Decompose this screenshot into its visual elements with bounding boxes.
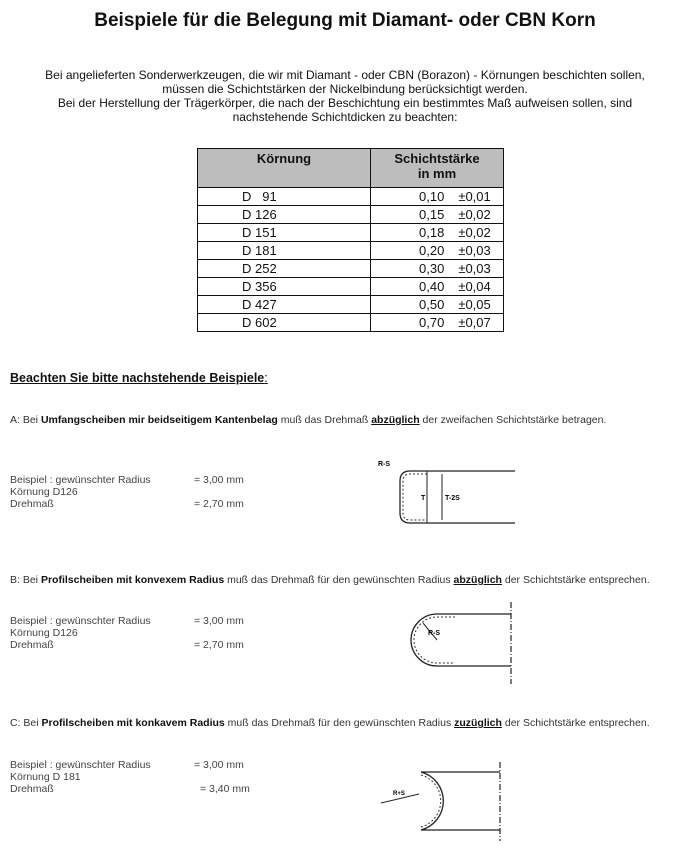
example-label: Drehmaß xyxy=(10,498,54,510)
table-row xyxy=(198,224,504,242)
thickness-cell xyxy=(371,260,504,278)
example-value: = 3,00 mm xyxy=(194,615,244,627)
section-b-bold: Profilscheiben mit konvexem Radius xyxy=(40,574,225,586)
figure-a-label-t2s: T-2S xyxy=(445,495,460,502)
grain-cell: D 356 xyxy=(198,278,371,296)
examples-heading-text: Beachten Sie bitte nachstehende Beispiele xyxy=(10,371,265,385)
figure-a-circumferential-wheel xyxy=(370,455,530,535)
intro-line: Bei angelieferten Sonderwerkzeugen, die wir mit Diamant - oder CBN (Borazon) - Körnungen beschichten sollen, xyxy=(45,68,645,82)
section-c-underline: zuzüglich xyxy=(454,717,502,729)
figure-b-convex-profile xyxy=(395,598,525,686)
grain-cell: D 427 xyxy=(198,296,371,314)
intro-text xyxy=(4,68,686,124)
section-b-underline: abzüglich xyxy=(453,574,502,586)
figure-b-outline xyxy=(411,614,511,666)
section-b-example xyxy=(10,615,244,651)
table-header-row xyxy=(198,149,504,188)
grain-cell: D 252 xyxy=(198,260,371,278)
section-c-example xyxy=(10,759,250,795)
examples-heading-colon: : xyxy=(264,371,268,385)
grain-cell: D 126 xyxy=(198,206,371,224)
example-row xyxy=(10,759,244,771)
example-value: = 2,70 mm xyxy=(194,639,244,651)
thickness-value: 0,30 xyxy=(419,261,445,276)
example-label: Körnung D126 xyxy=(10,486,78,498)
col-header-thickness xyxy=(371,149,504,188)
example-row xyxy=(10,771,151,783)
examples-heading xyxy=(10,371,268,385)
example-label: Beispiel : gewünschter Radius xyxy=(10,474,151,486)
table-row xyxy=(198,206,504,224)
grain-cell: D 602 xyxy=(198,314,371,332)
thickness-tolerance: ±0,02 xyxy=(458,225,491,240)
section-a-example xyxy=(10,474,244,510)
thickness-cell xyxy=(371,206,504,224)
intro-line: Bei der Herstellung der Trägerkörper, die nach der Beschichtung ein bestimmtes Maß aufweisen sollen, sind xyxy=(57,96,633,110)
thickness-value: 0,20 xyxy=(419,243,445,258)
section-a-part3: der zweifachen Schichtstärke betragen. xyxy=(419,414,607,426)
intro-line: nachstehende Schichtdicken zu beachten: xyxy=(232,110,458,124)
example-label: Drehmaß xyxy=(10,783,54,795)
figure-b-label-r: R-S xyxy=(428,630,441,637)
section-c-text xyxy=(10,717,686,729)
section-a-underline: abzüglich xyxy=(371,414,420,426)
table-row xyxy=(198,278,504,296)
example-row xyxy=(10,627,151,639)
section-b-part2: muß das Drehmaß für den gewünschten Radius xyxy=(224,574,454,586)
section-a-part2: muß das Drehmaß xyxy=(277,414,372,426)
thickness-value: 0,50 xyxy=(419,297,445,312)
thickness-value: 0,15 xyxy=(419,207,445,222)
thickness-tolerance: ±0,02 xyxy=(458,207,491,222)
page-title: Beispiele für die Belegung mit Diamant- oder CBN Korn xyxy=(94,10,596,31)
thickness-cell xyxy=(371,296,504,314)
figure-c-concave-profile xyxy=(375,758,510,843)
example-row xyxy=(10,498,244,510)
example-value: = 2,70 mm xyxy=(194,498,244,510)
example-row xyxy=(10,615,244,627)
figure-a-label-t: T xyxy=(421,495,426,502)
table-row xyxy=(198,242,504,260)
example-label: Beispiel : gewünschter Radius xyxy=(10,615,151,627)
section-b-text xyxy=(10,574,686,586)
thickness-tolerance: ±0,07 xyxy=(458,315,491,330)
thickness-tolerance: ±0,05 xyxy=(458,297,491,312)
thickness-cell xyxy=(371,242,504,260)
col-header-thickness-line2: in mm xyxy=(417,166,457,181)
intro-line: müssen die Schichtstärken der Nickelbindung berücksichtigt werden. xyxy=(162,82,528,96)
col-header-thickness-line1: Schichtstärke xyxy=(394,151,480,166)
section-a-part1: A: Bei xyxy=(10,414,41,426)
thickness-tolerance: ±0,03 xyxy=(458,261,491,276)
example-row xyxy=(10,783,250,795)
example-value: = 3,00 mm xyxy=(194,759,244,771)
example-value: = 3,00 mm xyxy=(194,474,244,486)
section-b-part1: B: Bei xyxy=(10,574,41,586)
grain-cell: D 181 xyxy=(198,242,371,260)
example-label: Körnung D126 xyxy=(10,627,78,639)
section-c-part3: der Schichtstärke entsprechen. xyxy=(501,717,650,729)
thickness-cell xyxy=(371,278,504,296)
thickness-tolerance: ±0,01 xyxy=(458,189,491,204)
thickness-cell xyxy=(371,224,504,242)
figure-c-outline xyxy=(421,772,500,830)
thickness-tolerance: ±0,03 xyxy=(458,243,491,258)
table-row xyxy=(198,260,504,278)
section-c-part2: muß das Drehmaß für den gewünschten Radius xyxy=(224,717,455,729)
thickness-tolerance: ±0,04 xyxy=(458,279,491,294)
example-value: = 3,40 mm xyxy=(200,783,250,795)
table-row xyxy=(198,314,504,332)
section-c-part1: C: Bei xyxy=(10,717,42,729)
section-a-text xyxy=(10,414,686,426)
grain-cell: D 91 xyxy=(198,188,371,206)
thickness-cell xyxy=(371,314,504,332)
section-b-part3: der Schichtstärke entsprechen. xyxy=(501,574,650,586)
thickness-value: 0,10 xyxy=(419,189,445,204)
example-label: Drehmaß xyxy=(10,639,54,651)
table-row xyxy=(198,296,504,314)
layer-thickness-table xyxy=(197,148,504,332)
figure-b-coating xyxy=(414,617,455,663)
example-row xyxy=(10,639,244,651)
section-c-bold: Profilscheiben mit konkavem Radius xyxy=(41,717,225,729)
example-row xyxy=(10,474,244,486)
thickness-cell xyxy=(371,188,504,206)
table-row xyxy=(198,188,504,206)
thickness-value: 0,70 xyxy=(419,315,445,330)
grain-cell: D 151 xyxy=(198,224,371,242)
thickness-value: 0,40 xyxy=(419,279,445,294)
section-a-bold: Umfangscheiben mir beidseitigem Kantenbelag xyxy=(40,414,278,426)
figure-c-label-r: R+S xyxy=(393,791,405,797)
example-row xyxy=(10,486,151,498)
thickness-value: 0,18 xyxy=(419,225,445,240)
example-label: Beispiel : gewünschter Radius xyxy=(10,759,151,771)
col-header-grain: Körnung xyxy=(198,149,371,188)
figure-a-label-r: R-S xyxy=(378,461,391,468)
example-label: Körnung D 181 xyxy=(10,771,81,783)
